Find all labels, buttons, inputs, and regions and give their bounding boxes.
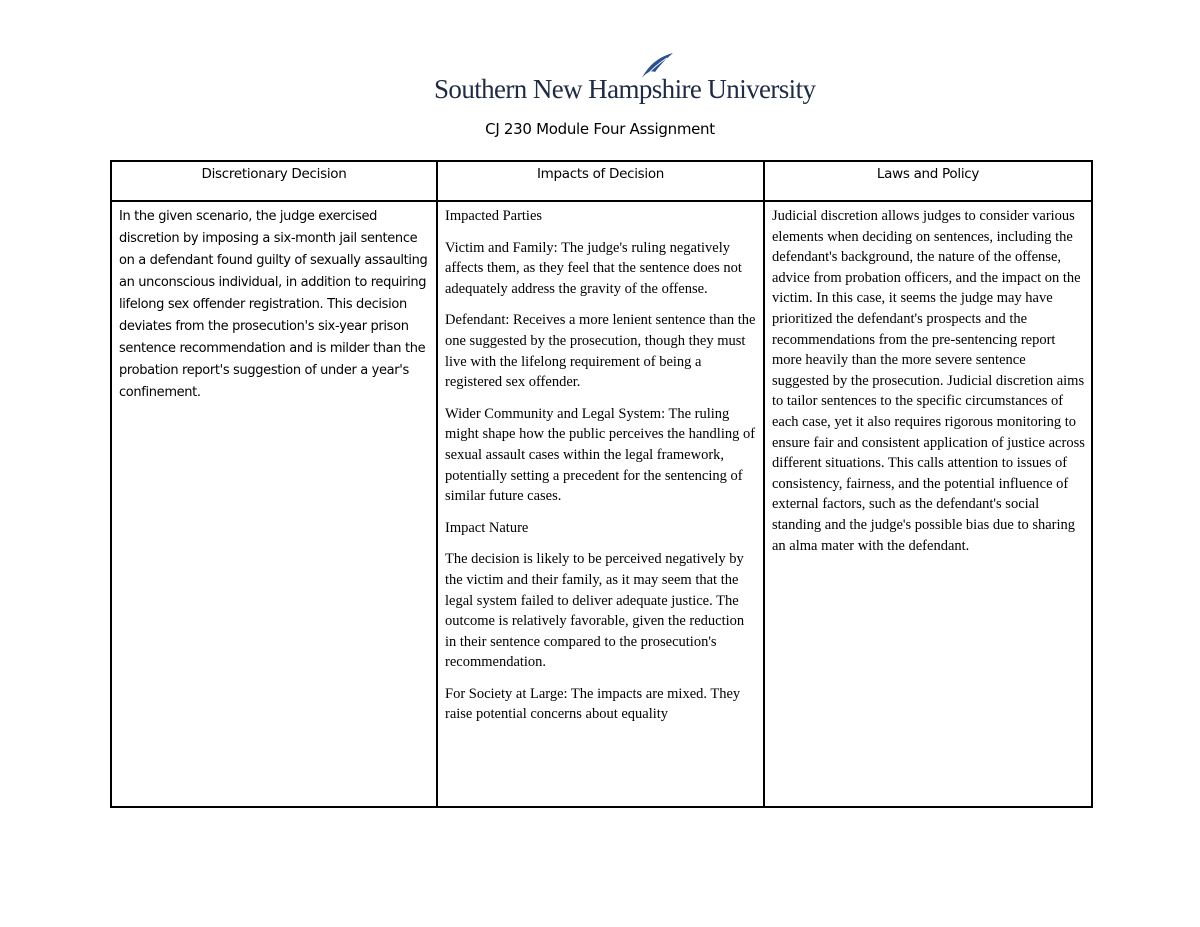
impact-society: For Society at Large: The impacts are mixed. They raise potential concerns about equality [445, 685, 741, 723]
impact-wider-community: Wider Community and Legal System: The ruling might shape how the public perceives the handling of sexual assault cases within the legal framework, potentially setting a precedent for the sentencing of similar future cases. [445, 405, 756, 505]
header-laws-and-policy: Laws and Policy [764, 161, 1092, 201]
impact-nature-text: The decision is likely to be perceived negatively by the victim and their family, as it may seem that the legal system failed to deliver adequate justice. The outcome is relatively favorable, given the reduction in their sentence compared to the prosecution's recommendation. [445, 551, 745, 671]
laws-cell [764, 201, 1092, 807]
impact-nature-heading: Impact Nature [445, 519, 529, 536]
header-impacts-of-decision: Impacts of Decision [437, 161, 764, 201]
university-logo [434, 52, 816, 108]
impact-victim-family: Victim and Family: The judge's ruling negatively affects them, as they feel that the sentence does not adequately address the gravity of the offense. [445, 239, 742, 297]
table-header-row [111, 161, 1092, 201]
document-title: CJ 230 Module Four Assignment [485, 120, 715, 138]
header-discretionary-decision: Discretionary Decision [111, 161, 437, 201]
decision-paragraph: In the given scenario, the judge exercised discretion by imposing a six-month jail sentence on a defendant found guilty of sexually assaulting an unconscious individual, in addition to requiring lifelong sex offender registration. This decision deviates from the prosecution's six-year prison sentence recommendation and is milder than the probation report's suggestion of under a year's confinement. [119, 209, 428, 400]
laws-paragraph: Judicial discretion allows judges to consider various elements when deciding on sentences, including the defendant's background, the nature of the offense, advice from probation officers, and the impact on the victim. In this case, it seems the judge may have prioritized the defendant's prospects and the recommendations from the pre-sentencing report more heavily than the more severe sentence suggested by the prosecution. Judicial discretion aims to tailor sentences to the specific circumstances of each case, yet it also requires rigorous monitoring to ensure fair and consistent application of justice across different situations. This calls attention to issues of consistency, fairness, and the potential influence of external factors, such as the defendant's social standing and the judge's possible bias due to sharing an alma mater with the defendant. [772, 208, 1085, 554]
table-row [111, 201, 1092, 807]
logo-text: Southern New Hampshire University [434, 74, 816, 104]
assignment-table [110, 160, 1093, 808]
impact-defendant: Defendant: Receives a more lenient sentence than the one suggested by the prosecution, though they must live with the lifelong requirement of being a registered sex offender. [445, 312, 756, 391]
decision-cell [111, 201, 437, 807]
impacts-cell [437, 201, 764, 807]
impacted-parties-heading: Impacted Parties [445, 208, 543, 224]
feather-swoosh-icon [640, 52, 674, 80]
